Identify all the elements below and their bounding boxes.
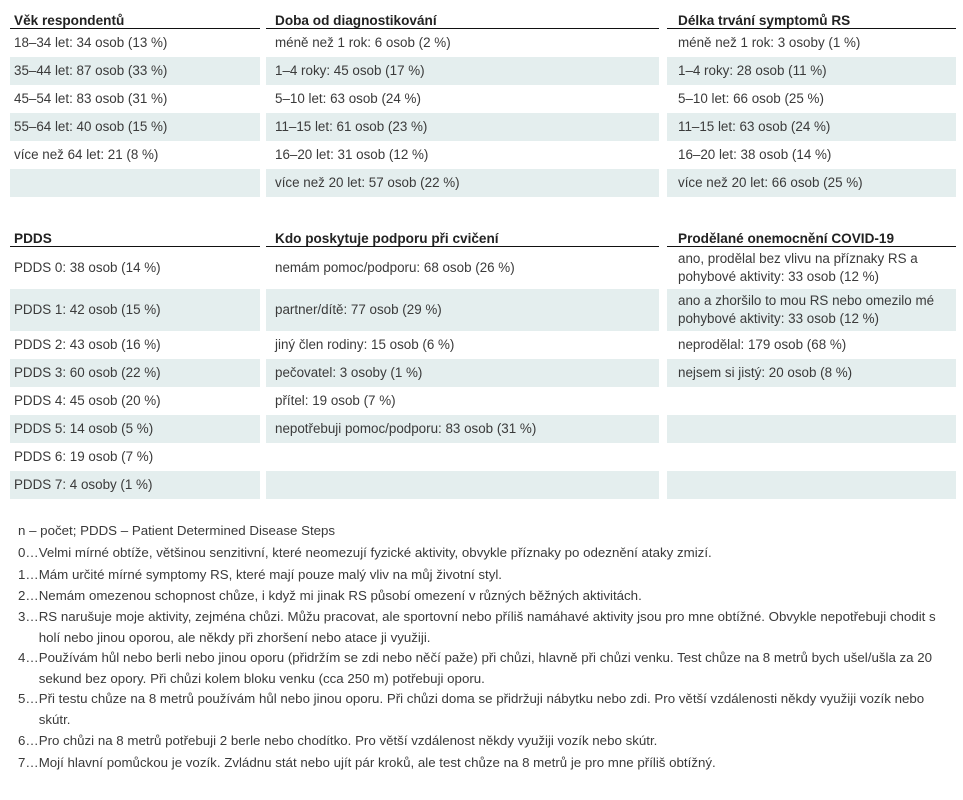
table-footnotes bbox=[18, 520, 953, 774]
table-row bbox=[10, 169, 956, 197]
table-cell: PDDS 1: 42 osob (15 %) bbox=[10, 289, 263, 331]
table-row bbox=[10, 29, 956, 58]
table-cell: pečovatel: 3 osoby (1 %) bbox=[263, 359, 663, 387]
table-cell: přítel: 19 osob (7 %) bbox=[263, 387, 663, 415]
table-cell bbox=[663, 443, 956, 471]
pdds-note-4 bbox=[18, 648, 953, 689]
table-cell: 16–20 let: 38 osob (14 %) bbox=[663, 141, 956, 169]
table-cell: neprodělal: 179 osob (68 %) bbox=[663, 331, 956, 359]
table-cell: jiný člen rodiny: 15 osob (6 %) bbox=[263, 331, 663, 359]
table-row bbox=[10, 141, 956, 169]
table-row bbox=[10, 247, 956, 290]
table-cell: PDDS 2: 43 osob (16 %) bbox=[14, 337, 161, 352]
table-cell: méně než 1 rok: 6 osob (2 %) bbox=[263, 29, 663, 58]
table-cell: partner/dítě: 77 osob (29 %) bbox=[263, 289, 663, 331]
table-cell: ano a zhoršilo to mou RS nebo omezilo mé pohybové aktivity: 33 osob (12 %) bbox=[663, 289, 956, 331]
table-cell bbox=[663, 471, 956, 499]
abbreviation-legend: n – počet; PDDS – Patient Determined Disease Steps bbox=[18, 523, 336, 538]
pdds-note-5 bbox=[18, 689, 953, 730]
table-cell: 11–15 let: 63 osob (24 %) bbox=[663, 113, 956, 141]
table-row bbox=[10, 359, 956, 387]
note-number: 2… bbox=[18, 588, 39, 604]
table-cell: méně než 1 rok: 3 osoby (1 %) bbox=[663, 29, 956, 58]
note-number: 7… bbox=[18, 754, 39, 770]
note-text: Nemám omezenou schopnost chůze, i když mi jinak RS působí omezení v různých běžných aktivitách. bbox=[38, 588, 642, 604]
table-row bbox=[10, 113, 956, 141]
note-number: 1… bbox=[18, 566, 39, 582]
table-row bbox=[10, 387, 956, 415]
table-cell: nepotřebuji pomoc/podporu: 83 osob (31 %) bbox=[263, 415, 663, 443]
table-cell: 11–15 let: 61 osob (23 %) bbox=[263, 113, 663, 141]
note-number: 3… bbox=[18, 609, 39, 625]
pdds-note-3 bbox=[18, 607, 953, 648]
table-cell: PDDS 3: 60 osob (22 %) bbox=[10, 359, 263, 387]
note-number: 6… bbox=[18, 733, 39, 749]
table-cell bbox=[10, 169, 263, 197]
note-text: Mám určité mírné symptomy RS, které mají pouze malý vliv na můj životní styl. bbox=[38, 566, 503, 582]
pdds-note-7 bbox=[18, 752, 953, 774]
table-cell: 1–4 roky: 28 osob (11 %) bbox=[663, 57, 956, 85]
header-pdds: PDDS bbox=[10, 224, 263, 247]
note-text: Velmi mírné obtíže, většinou senzitivní, které neomezují fyzické aktivity, obvykle příznaky po odeznění ataky zmizí. bbox=[38, 544, 712, 560]
demographics-table bbox=[10, 6, 956, 197]
note-text: RS narušuje moje aktivity, zejména chůzi. Můžu pracovat, ale sportovní nebo příliš namáhavé aktivity jsou pro mne obtížné. Obvykle nepotřebuji chodit s holí nebo jinou oporou, ale někdy při zhoršení nebo atace ji využiji. bbox=[38, 609, 936, 645]
note-number: 0… bbox=[18, 544, 39, 560]
table-cell: nejsem si jistý: 20 osob (8 %) bbox=[663, 359, 956, 387]
table-cell bbox=[263, 443, 663, 471]
header-symptom-duration: Délka trvání symptomů RS bbox=[663, 6, 956, 29]
table-cell: 55–64 let: 40 osob (15 %) bbox=[10, 113, 263, 141]
table-cell: více než 20 let: 66 osob (25 %) bbox=[663, 169, 956, 197]
table-row bbox=[10, 471, 956, 499]
table-cell: 18–34 let: 34 osob (13 %) bbox=[14, 35, 168, 50]
table-cell: PDDS 7: 4 osoby (1 %) bbox=[10, 471, 263, 499]
header-time-since-diagnosis: Doba od diagnostikování bbox=[263, 6, 663, 29]
table-cell: PDDS 0: 38 osob (14 %) bbox=[14, 260, 161, 275]
table-row bbox=[10, 289, 956, 331]
table-cell bbox=[663, 415, 956, 443]
table-cell: 5–10 let: 66 osob (25 %) bbox=[663, 85, 956, 113]
pdds-note-0 bbox=[18, 542, 953, 564]
header-age: Věk respondentů bbox=[10, 6, 263, 29]
table-cell: PDDS 6: 19 osob (7 %) bbox=[14, 449, 154, 464]
table-row bbox=[10, 415, 956, 443]
table-cell: PDDS 5: 14 osob (5 %) bbox=[10, 415, 263, 443]
table-cell: více než 20 let: 57 osob (22 %) bbox=[263, 169, 663, 197]
table-cell: 5–10 let: 63 osob (24 %) bbox=[263, 85, 663, 113]
table-cell: 16–20 let: 31 osob (12 %) bbox=[263, 141, 663, 169]
table-cell: více než 64 let: 21 (8 %) bbox=[14, 147, 159, 162]
table-cell: ano, prodělal bez vlivu na příznaky RS a pohybové aktivity: 33 osob (12 %) bbox=[663, 247, 956, 290]
table-row bbox=[10, 85, 956, 113]
note-text: Používám hůl nebo berli nebo jinou oporu (přidržím se zdi nebo něčí paže) při chůzi, hlavně při chůzi venku. Test chůze na 8 metrů bych ušel/ušla za 20 sekund bez opory. Při chůzi kolem bloku venku (cca 250 m) potřebuji oporu. bbox=[38, 650, 933, 686]
table-cell: 45–54 let: 83 osob (31 %) bbox=[14, 91, 168, 106]
header-covid: Prodělané onemocnění COVID-19 bbox=[663, 224, 956, 247]
note-text: Mojí hlavní pomůckou je vozík. Zvládnu stát nebo ujít pár kroků, ale test chůze na 8 metrů je pro mne příliš obtížný. bbox=[38, 754, 716, 770]
pdds-note-1 bbox=[18, 564, 953, 586]
table-cell: PDDS 4: 45 osob (20 %) bbox=[14, 393, 161, 408]
header-exercise-support: Kdo poskytuje podporu při cvičení bbox=[263, 224, 663, 247]
table-cell bbox=[663, 387, 956, 415]
table-row bbox=[10, 57, 956, 85]
table-row bbox=[10, 331, 956, 359]
note-text: Pro chůzi na 8 metrů potřebuji 2 berle nebo chodítko. Pro větší vzdálenost někdy využiji vozík nebo skútr. bbox=[38, 733, 658, 749]
note-number: 5… bbox=[18, 691, 39, 707]
table-cell: nemám pomoc/podporu: 68 osob (26 %) bbox=[263, 247, 663, 290]
pdds-support-covid-table bbox=[10, 224, 956, 499]
pdds-note-6 bbox=[18, 730, 953, 752]
note-text: Při testu chůze na 8 metrů používám hůl nebo jinou oporu. Při chůzi doma se přidržuji nábytku nebo zdi. Pro větší vzdálenosti někdy využiji vozík nebo skútr. bbox=[38, 691, 925, 727]
note-number: 4… bbox=[18, 650, 39, 666]
table-cell: 1–4 roky: 45 osob (17 %) bbox=[263, 57, 663, 85]
table-cell: 35–44 let: 87 osob (33 %) bbox=[10, 57, 263, 85]
pdds-note-2 bbox=[18, 585, 953, 607]
table-row bbox=[10, 443, 956, 471]
table-cell bbox=[263, 471, 663, 499]
